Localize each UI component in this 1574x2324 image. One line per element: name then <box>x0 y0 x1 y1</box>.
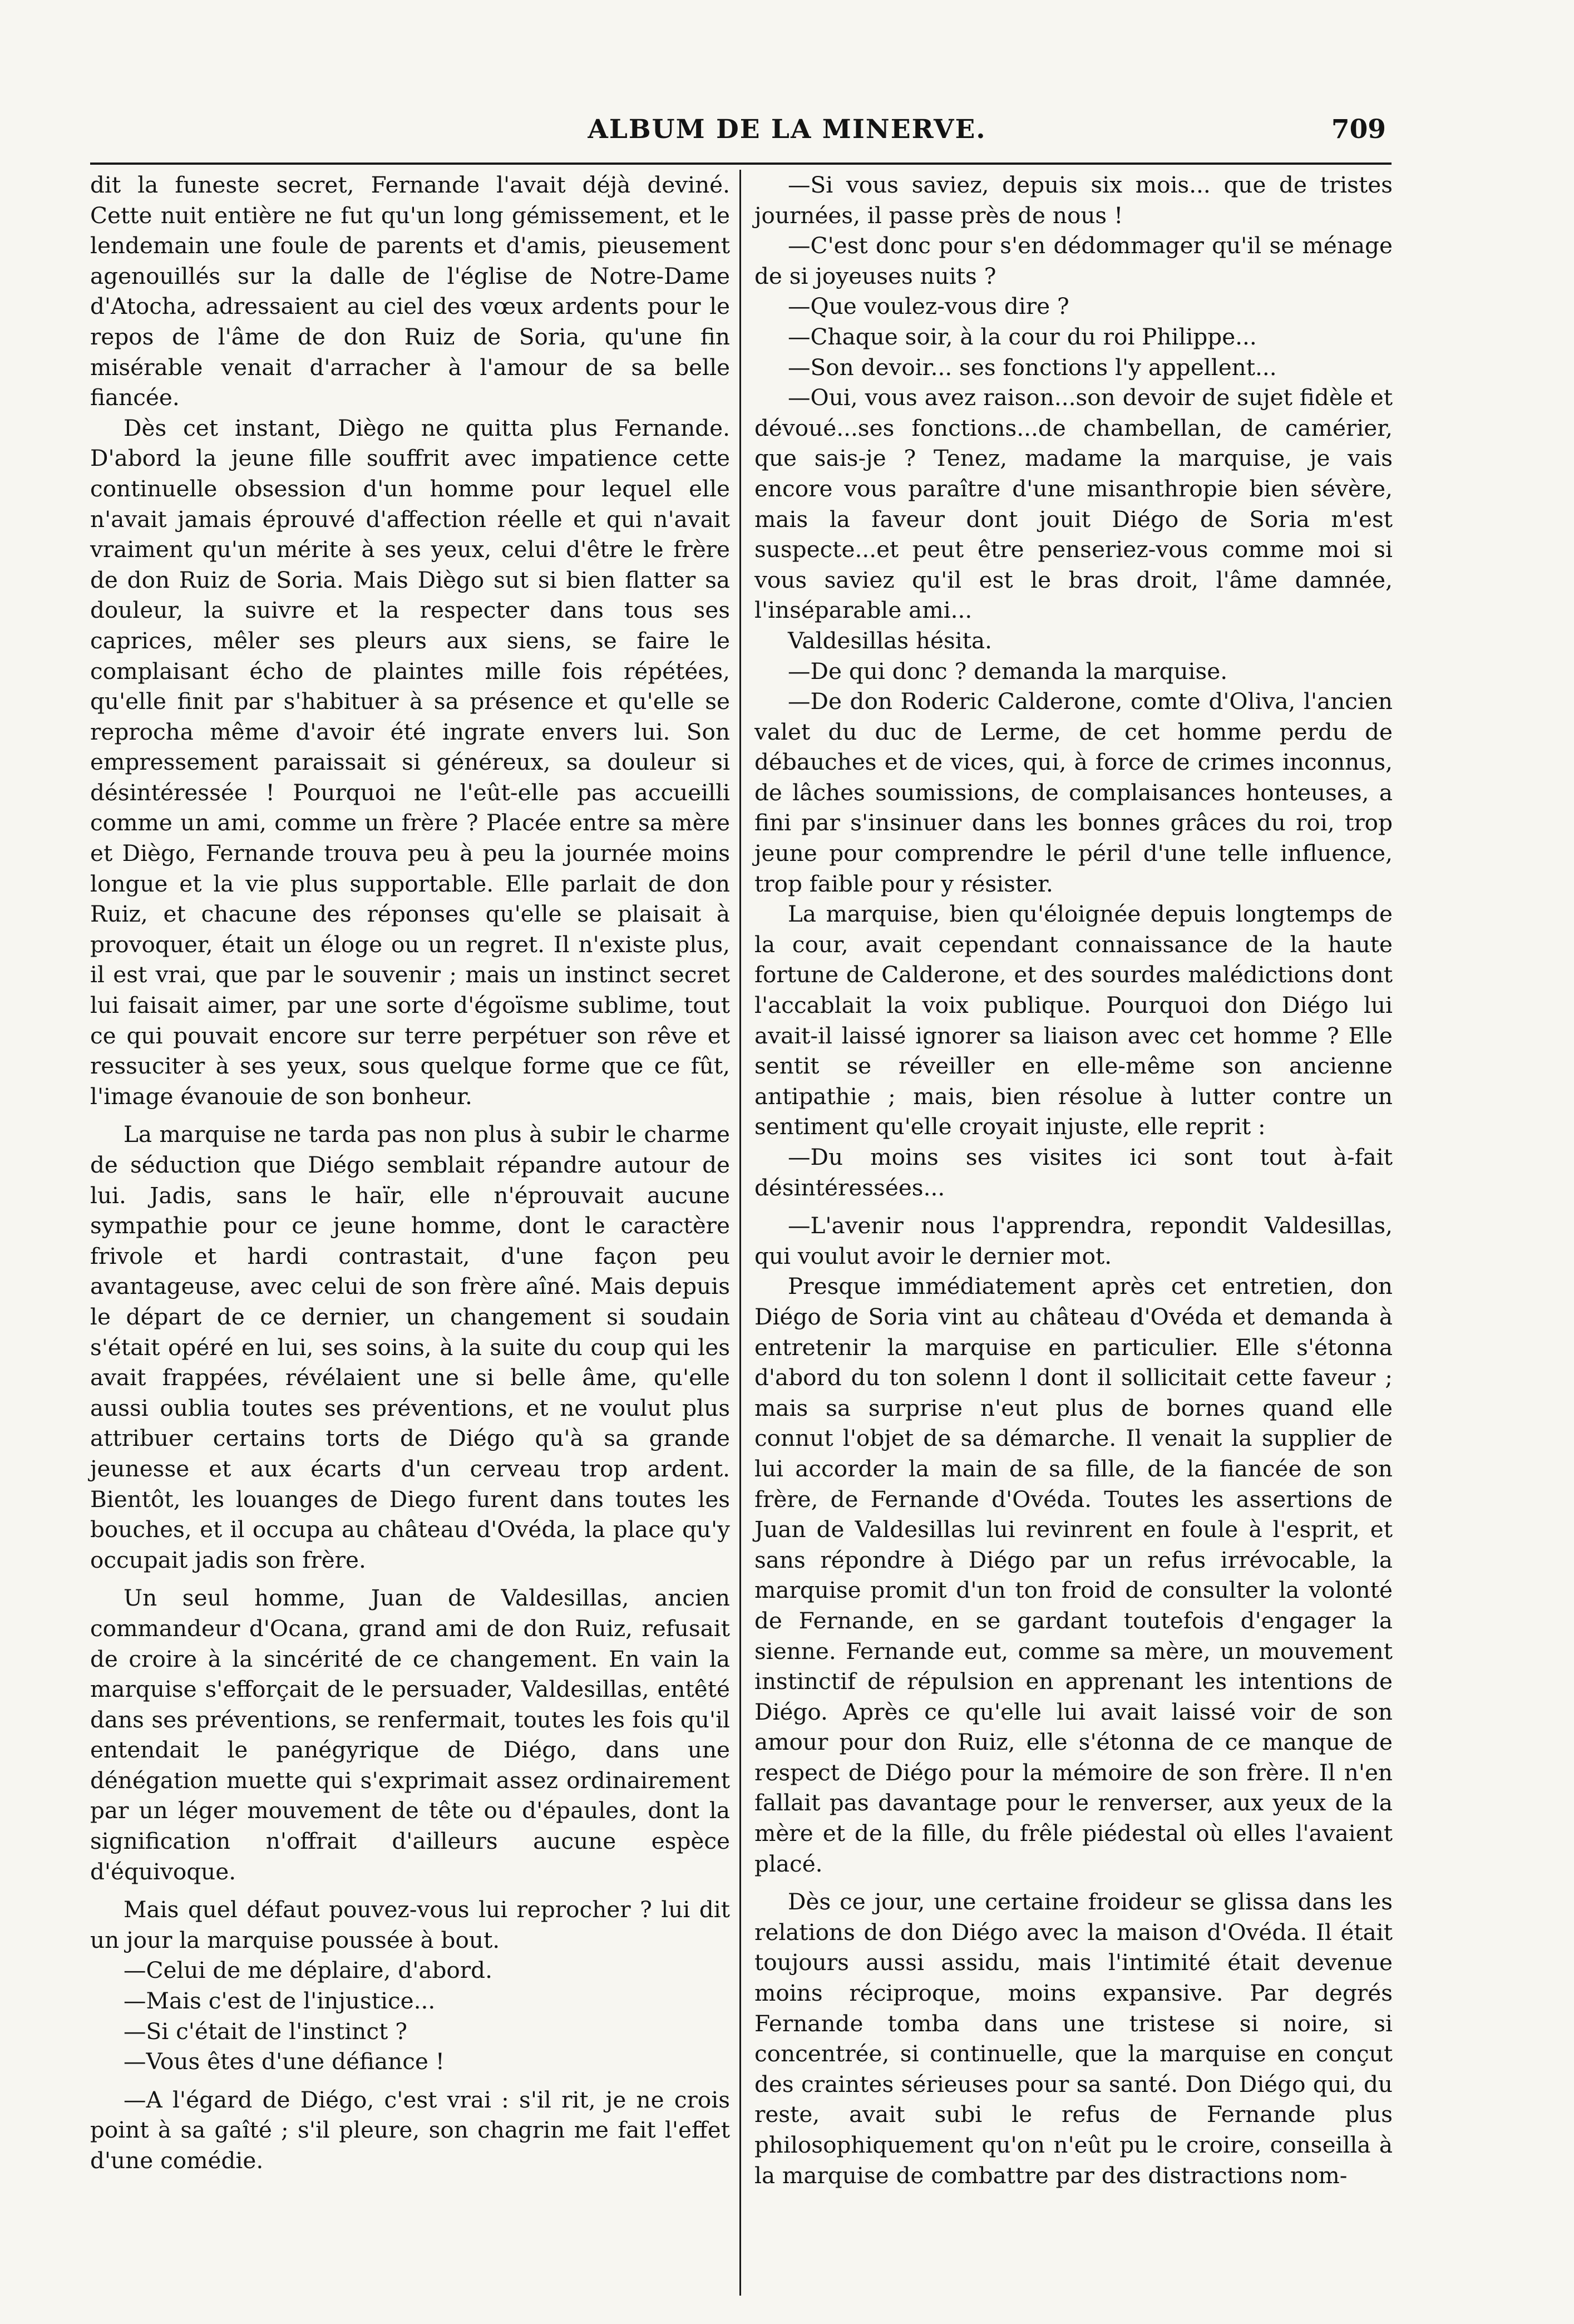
dialogue-line: —De qui donc ? demanda la marquise. <box>788 657 1228 685</box>
paragraph: Valdesillas hésita. <box>788 627 993 654</box>
paragraph: La marquise, bien qu'éloignée depuis longtemps de la cour, avait cependant connaissance de la haute fortune de Calderone, et des sourdes malédictions dont l'accablait la voix publique. Pourquoi don Diégo lui avait-il laissé ignorer sa liaison avec cet homme ? Elle sentit se réveiller en elle-même son ancienne antipathie ; mais, bien résolue à lutter contre un sentiment qu'elle croyait injuste, elle reprit : <box>754 900 1393 1140</box>
paragraph: dit la funeste secret, Fernande l'avait déjà deviné. Cette nuit entière ne fut qu'un long gémissement, et le lendemain une foule de parents et d'amis, pieusement agenouillés sur la dalle de l'église de Notre-Dame d'Atocha, adressaient au ciel des vœux ardents pour le repos de l'âme de don Ruiz de Soria, qu'une fin misérable venait d'arracher à l'amour de sa belle fiancée. <box>90 171 730 411</box>
dialogue-line: —Son devoir... ses fonctions l'y appellent... <box>788 353 1277 381</box>
dialogue-line: —Si vous saviez, depuis six mois... que de tristes journées, il passe près de nous ! <box>754 171 1393 229</box>
dialogue-line: —Celui de me déplaire, d'abord. <box>124 1957 492 1984</box>
dialogue-line: —L'avenir nous l'apprendra, repondit Valdesillas, qui voulut avoir le dernier mot. <box>754 1212 1393 1269</box>
dialogue-line: —Si c'était de l'instinct ? <box>124 2017 407 2045</box>
paragraph: Dès ce jour, une certaine froideur se glissa dans les relations de don Diégo avec la maison d'Ovéda. Il était toujours aussi assidu, mais l'intimité était devenue moins réciproque, moins expansive. Par degrés Fernande tomba dans une tristese si noire, si concentrée, si continuelle, que la marquise en conçut des craintes sérieuses pour sa santé. Don Diégo qui, du reste, avait subi le refus de Fernande plus philosophiquement qu'on n'eût pu le croire, conseilla à la marquise de combattre par des distractions nom- <box>754 1888 1393 2189</box>
dialogue-line: —Vous êtes d'une défiance ! <box>124 2048 445 2075</box>
dialogue-line: —C'est donc pour s'en dédommager qu'il se ménage de si joyeuses nuits ? <box>754 232 1393 289</box>
left-column <box>90 170 730 2176</box>
running-header-title: ALBUM DE LA MINERVE. <box>588 114 986 145</box>
paragraph: Dès cet instant, Diègo ne quitta plus Fernande. D'abord la jeune fille souffrit avec impatience cette continuelle obsession d'un homme pour lequel elle n'avait jamais éprouvé d'affection réelle et qui n'avait vraiment qu'un mérite à ses yeux, celui d'être le frère de don Ruiz de Soria. Mais Diègo sut si bien flatter sa douleur, la suivre et la respecter dans tous ses caprices, mêler ses pleurs aux siens, se faire le complaisant écho de plaintes mille fois répétées, qu'elle finit par s'habituer à sa présence et qu'elle se reprocha même d'avoir été ingrate envers lui. Son empressement paraissait si généreux, sa douleur si désintéressée ! Pourquoi ne l'eût-elle pas accueilli comme un ami, comme un frère ? Placée entre sa mère et Diègo, Fernande trouva peu à peu la journée moins longue et la vie plus supportable. Elle parlait de don Ruiz, et chacune des réponses qu'elle se plaisait à provoquer, était un éloge ou un regret. Il n'existe plus, il est vrai, que par le souvenir ; mais un instinct secret lui faisait aimer, par une sorte d'égoïsme sublime, tout ce qui pouvait encore sur terre perpétuer son rêve et ressuciter à ses yeux, sous quelque forme que ce fût, l'image évanouie de son bonheur. <box>90 414 730 1110</box>
paragraph: La marquise ne tarda pas non plus à subir le charme de séduction que Diégo semblait répandre autour de lui. Jadis, sans le haïr, elle n'éprouvait aucune sympathie pour ce jeune homme, dont le caractère frivole et hardi contrastait, d'une façon peu avantageuse, avec celui de son frère aîné. Mais depuis le départ de ce dernier, un changement si soudain s'était opéré en lui, ses soins, à la suite du coup qui les avait frappées, révélaient une si belle âme, qu'elle aussi oublia toutes ses préventions, et ne voulut plus attribuer certains torts de Diégo qu'à sa grande jeunesse et aux écarts d'un cerveau trop ardent. Bientôt, les louanges de Diego furent dans toutes les bouches, et il occupa au château d'Ovéda, la place qu'y occupait jadis son frère. <box>90 1121 730 1573</box>
paragraph: Un seul homme, Juan de Valdesillas, ancien commandeur d'Ocana, grand ami de don Ruiz, refusait de croire à la sincérité de ce changement. En vain la marquise s'efforçait de le persuader, Valdesillas, entêté dans ses préventions, se renfermait, toutes les fois qu'il entendait le panégyrique de Diégo, dans une dénégation muette qui s'exprimait assez ordinairement par un léger mouvement de tête ou d'épaules, dont la signification n'offrait d'ailleurs aucune espèce d'équivoque. <box>90 1584 730 1885</box>
column-divider <box>739 170 741 2296</box>
dialogue-line: —Oui, vous avez raison...son devoir de sujet fidèle et dévoué...ses fonctions...de chambellan, de camérier, que sais-je ? Tenez, madame la marquise, je vais encore vous paraître d'une misanthropie bien sévère, mais la faveur dont jouit Diégo de Soria m'est suspecte...et peut être penseriez-vous comme moi si vous saviez qu'il est le bras droit, l'âme damnée, l'inséparable ami... <box>754 384 1393 624</box>
right-column <box>754 170 1393 2190</box>
paragraph: Mais quel défaut pouvez-vous lui reprocher ? lui dit un jour la marquise poussée à bout. <box>90 1896 730 1953</box>
paragraph: Presque immédiatement après cet entretien, don Diégo de Soria vint au château d'Ovéda et demanda à entretenir la marquise en particulier. Elle s'étonna d'abord du ton solenn l dont il sollicitait cette faveur ; mais sa surprise n'eut plus de bornes quand elle connut l'objet de sa démarche. Il venait la supplier de lui accorder la main de sa fille, de la fiancée de son frère, de Fernande d'Ovéda. Toutes les assertions de Juan de Valdesillas lui revinrent en foule à l'esprit, et sans répondre à Diégo par un refus irrévocable, la marquise promit d'un ton froid de consulter la volonté de Fernande, en se gardant toutefois d'engager la sienne. Fernande eut, comme sa mère, un mouvement instinctif de répulsion en apprenant les intentions de Diégo. Après ce qu'elle lui avait laissé voir de son amour pour don Ruiz, elle s'étonna de ce manque de respect de Diégo pour la mémoire de son frère. Il n'en fallait pas davantage pour le renverser, aux yeux de la mère et de la fille, du frêle piédestal où elles l'avaient placé. <box>754 1273 1393 1877</box>
dialogue-line: —Chaque soir, à la cour du roi Philippe... <box>788 323 1257 350</box>
dialogue-line: —De don Roderic Calderone, comte d'Oliva, l'ancien valet du duc de Lerme, de cet homme perdu de débauches et de vices, qui, à force de crimes inconnus, de lâches soumissions, de complaisances honteuses, a fini par s'insinuer dans les bonnes grâces du roi, trop jeune pour comprendre le péril d'une telle influence, trop faible pour y résister. <box>754 688 1393 897</box>
header-rule <box>90 163 1392 165</box>
dialogue-line: —Mais c'est de l'injustice... <box>124 1987 436 2015</box>
dialogue-line: —Du moins ses visites ici sont tout à-fait désintéressées... <box>754 1144 1393 1201</box>
page-number: 709 <box>1331 114 1386 145</box>
dialogue-line: —Que voulez-vous dire ? <box>788 293 1069 320</box>
dialogue-line: —A l'égard de Diégo, c'est vrai : s'il rit, je ne crois point à sa gaîté ; s'il pleure, son chagrin me fait l'effet d'une comédie. <box>90 2086 730 2174</box>
